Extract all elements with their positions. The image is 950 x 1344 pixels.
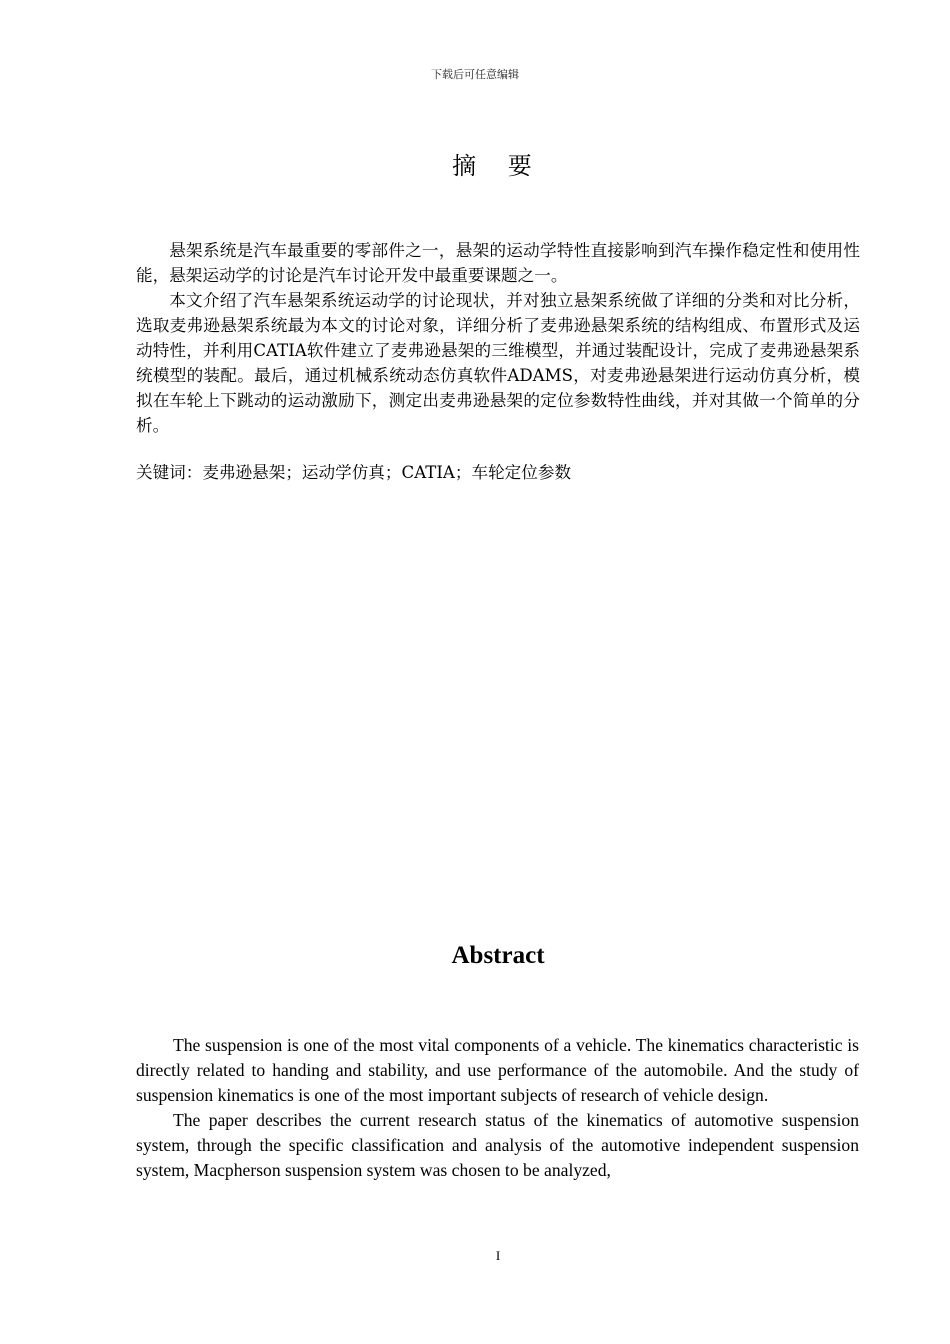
english-paragraph-2: The paper describes the current research status of the kinematics of automotive suspension system, through the specific classification and analysis of the automotive independent suspension system, Macpherson suspension system was chosen to be analyzed, [136,1110,859,1180]
chinese-paragraph-1: 悬架系统是汽车最重要的零部件之一，悬架的运动学特性直接影响到汽车操作稳定性和使用性能，悬架运动学的讨论是汽车讨论开发中最重要课题之一。 [136,241,860,285]
page-number: I [495,1248,501,1263]
header-note: 下载后可任意编辑 [431,68,519,81]
english-abstract-body [136,1033,859,1183]
chinese-abstract-body [136,238,860,438]
chinese-paragraph-2: 本文介绍了汽车悬架系统运动学的讨论现状，并对独立悬架系统做了详细的分类和对比分析，选取麦弗逊悬架系统最为本文的讨论对象，详细分析了麦弗逊悬架系统的结构组成、布置形式及运动特性，并利用CATIA软件建立了麦弗逊悬架的三维模型，并通过装配设计，完成了麦弗逊悬架系统模型的装配。最后，通过机械系统动态仿真软件ADAMS，对麦弗逊悬架进行运动仿真分析，模拟在车轮上下跳动的运动激励下，测定出麦弗逊悬架的定位参数特性曲线，并对其做一个简单的分析。 [136,291,860,435]
english-paragraph-1: The suspension is one of the most vital components of a vehicle. The kinematics characteristic is directly related to handing and stability, and use performance of the automobile. And the study of suspension kinematics is one of the most important subjects of research of vehicle design. [136,1035,859,1105]
english-abstract-title: Abstract [451,942,545,969]
keywords-label: 关键词： [136,463,203,482]
chinese-abstract-title: 摘 要 [452,152,544,180]
keywords-text: 麦弗逊悬架；运动学仿真；CATIA；车轮定位参数 [202,463,572,482]
keywords-line [136,461,860,485]
